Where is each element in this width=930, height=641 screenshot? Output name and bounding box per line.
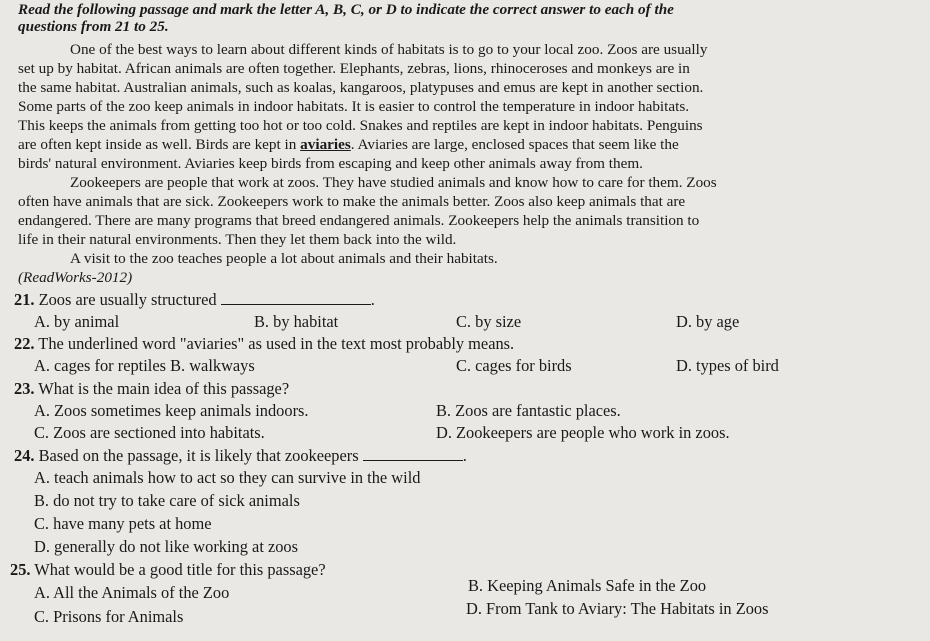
passage-line: A visit to the zoo teaches people a lot about animals and their habitats. [70,250,498,267]
question-number: 21. [14,290,35,309]
option-d: D. Zookeepers are people who work in zoos. [436,423,730,442]
option-a-b: A. cages for reptiles B. walkways [34,356,255,375]
option-b: B. by habitat [254,312,339,331]
option-d: D. types of bird [676,356,779,375]
option-d: D. generally do not like working at zoos [34,537,299,556]
question-number: 24. [14,446,35,465]
question-stem: What is the main idea of this passage? [34,379,290,398]
passage-line: set up by habitat. African animals are often together. Elephants, zebras, lions, rhinoceroses and monkeys are in [18,60,690,77]
instructions-line-2: questions from 21 to 25. [18,18,169,35]
passage-line: endangered. There are many programs that breed endangered animals. Zookeepers help the animals transition to [18,212,700,229]
option-a: A. Zoos sometimes keep animals indoors. [34,401,309,420]
passage-text: are often kept inside as well. Birds are kept in [18,136,301,153]
underlined-word-aviaries: aviaries [300,136,351,153]
answer-blank [221,292,371,305]
option-b: B. do not try to take care of sick animals [34,491,300,510]
option-d: D. From Tank to Aviary: The Habitats in Zoos [466,599,769,618]
question-stem: What would be a good title for this passage? [30,560,326,579]
option-b: B. Zoos are fantastic places. [436,401,621,420]
instructions-line-1: Read the following passage and mark the letter A, B, C, or D to indicate the correct answer to each of the [18,1,674,18]
passage-line [18,136,679,154]
option-c: C. Zoos are sectioned into habitats. [34,423,265,442]
option-a: A. teach animals how to act so they can survive in the wild [34,468,421,487]
question-24 [14,447,467,465]
question-22 [14,335,514,353]
option-c: C. cages for birds [456,356,572,375]
question-25 [10,561,326,579]
passage-source: (ReadWorks-2012) [18,269,133,286]
option-a: A. All the Animals of the Zoo [34,583,230,602]
option-c: C. Prisons for Animals [34,607,184,626]
passage-line: This keeps the animals from getting too hot or too cold. Snakes and reptiles are kept in indoor habitats. Penguins [18,117,703,134]
passage-line: Some parts of the zoo keep animals in indoor habitats. It is easier to control the temperature in indoor habitats. [18,98,690,115]
question-stem: The underlined word "aviaries" as used in the text most probably means. [34,334,515,353]
passage-line: birds' natural environment. Aviaries keep birds from escaping and keep other animals away from them. [18,155,643,172]
option-a: A. by animal [34,312,120,331]
question-stem: Zoos are usually structured [34,290,217,309]
answer-blank [363,448,463,461]
passage-line: One of the best ways to learn about different kinds of habitats is to go to your local zoo. Zoos are usually [70,41,708,58]
option-d: D. by age [676,312,740,331]
question-end: . [370,290,375,309]
question-21 [14,291,375,309]
passage-text: . Aviaries are large, enclosed spaces that seem like the [350,136,679,153]
passage-line: the same habitat. Australian animals, such as koalas, kangaroos, platypuses and emus are kept in another section. [18,79,704,96]
passage-line: life in their natural environments. Then they let them back into the wild. [18,231,457,248]
passage-line: often have animals that are sick. Zookeepers work to make the animals better. Zoos also keep animals that are [18,193,686,210]
option-b: B. Keeping Animals Safe in the Zoo [468,576,707,595]
question-number: 22. [14,334,35,353]
option-c: C. by size [456,312,522,331]
question-stem: Based on the passage, it is likely that zookeepers [34,446,359,465]
question-23 [14,380,289,398]
option-c: C. have many pets at home [34,514,212,533]
question-number: 23. [14,379,35,398]
question-number: 25. [10,560,31,579]
question-end: . [462,446,467,465]
passage-line: Zookeepers are people that work at zoos. They have studied animals and know how to care for them. Zoos [70,174,717,191]
